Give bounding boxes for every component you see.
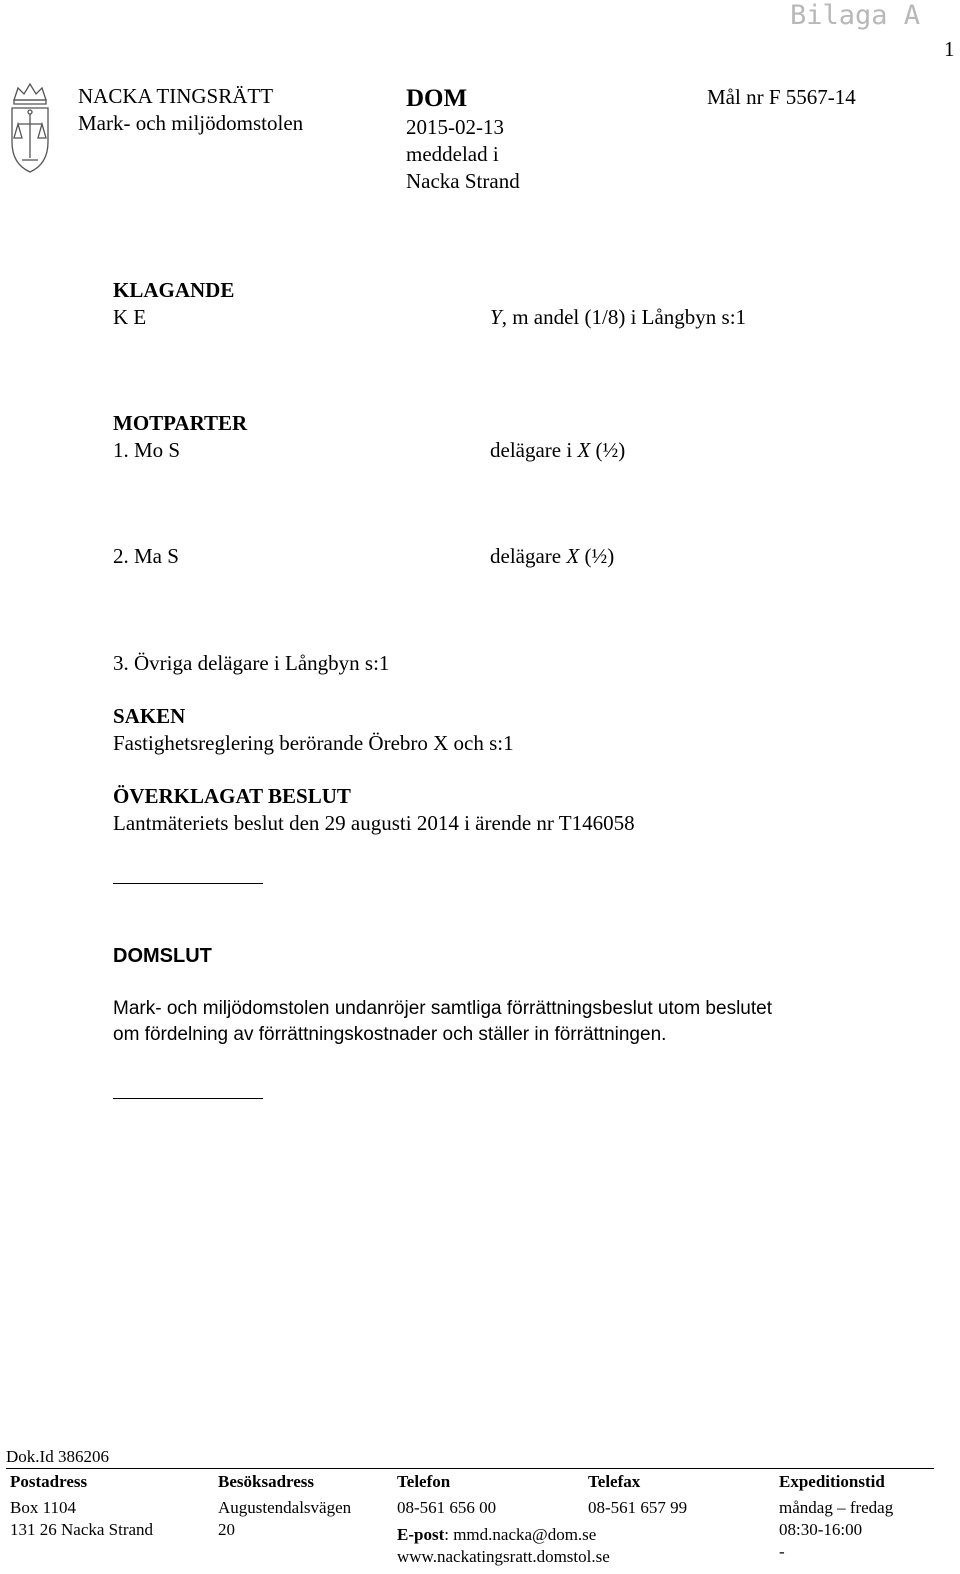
appellant-var: Y: [490, 305, 502, 329]
appellant-detail: [490, 304, 746, 330]
footer-website[interactable]: www.nackatingsratt.domstol.se: [397, 1547, 610, 1566]
ruling-line-2: om fördelning av förrättningskostnader och ställer in förrättningen.: [113, 1024, 667, 1045]
matter-heading: SAKEN: [113, 704, 186, 728]
footer-heading-phone: Telefon: [397, 1472, 451, 1491]
document-type: DOM: [406, 85, 468, 112]
matter-text: Fastighetsreglering berörande Örebro X och s:1: [113, 731, 514, 755]
footer-email: [397, 1524, 596, 1546]
footer-phone-number: 08-561 656 00: [397, 1498, 497, 1517]
footer-postal-line-1: Box 1104: [10, 1498, 76, 1517]
annex-label: Bilaga A: [790, 0, 921, 31]
issued-label: meddelad i: [406, 142, 499, 166]
court-name: NACKA TINGSRÄTT: [78, 84, 274, 108]
court-division: Mark- och miljödomstolen: [78, 111, 304, 135]
footer-postal-line-2: 131 26 Nacka Strand: [10, 1520, 154, 1539]
ruling-line-1: Mark- och miljödomstolen undanröjer samtliga förrättningsbeslut utom beslutet: [113, 998, 772, 1019]
respondent-1-detail: [490, 437, 625, 463]
footer-hours-time: 08:30-16:00: [779, 1520, 863, 1539]
footer-heading-postal: Postadress: [10, 1472, 88, 1491]
page-number: 1: [944, 37, 955, 61]
appealed-decision-text: Lantmäteriets beslut den 29 augusti 2014 i ärende nr T146058: [113, 811, 635, 835]
coat-of-arms-logo: [4, 80, 56, 176]
appellant-heading: KLAGANDE: [113, 278, 235, 302]
footer-email-address[interactable]: : mmd.nacka@dom.se: [444, 1525, 597, 1544]
respondent-1-detail-prefix: delägare i: [490, 438, 578, 462]
footer-visit-line-2: 20: [218, 1520, 235, 1539]
document-date: 2015-02-13: [406, 115, 504, 139]
respondent-2-var: X: [566, 544, 580, 568]
footer-email-label: E-post: [397, 1525, 445, 1544]
footer-heading-visit: Besöksadress: [218, 1472, 315, 1491]
footer-hours-dash: -: [779, 1542, 785, 1561]
respondent-2-detail-prefix: delägare: [490, 544, 567, 568]
respondents-heading: MOTPARTER: [113, 411, 248, 435]
document-id: Dok.Id 386206: [6, 1447, 109, 1466]
footer-hours-days: måndag – fredag: [779, 1498, 894, 1517]
respondent-1-detail-suffix: (½): [590, 438, 626, 462]
respondent-1-name: 1. Mo S: [113, 438, 181, 462]
footer-rule: [6, 1468, 934, 1469]
respondent-2-detail-suffix: (½): [579, 544, 615, 568]
respondent-2-detail: [490, 543, 614, 569]
appellant-name: K E: [113, 305, 147, 329]
respondent-1-var: X: [577, 438, 591, 462]
respondent-2-name: 2. Ma S: [113, 544, 179, 568]
footer-heading-fax: Telefax: [588, 1472, 641, 1491]
ruling-end-divider: [113, 1098, 263, 1099]
footer-fax-number: 08-561 657 99: [588, 1498, 688, 1517]
section-divider: [113, 883, 263, 884]
footer-visit-line-1: Augustendalsvägen: [218, 1498, 352, 1517]
issued-place: Nacka Strand: [406, 169, 520, 193]
ruling-heading: DOMSLUT: [113, 945, 212, 967]
appellant-detail-text: , m andel (1/8) i Långbyn s:1: [501, 305, 747, 329]
respondent-3-name: 3. Övriga delägare i Långbyn s:1: [113, 651, 390, 675]
footer-heading-hours: Expeditionstid: [779, 1472, 885, 1491]
case-number: Mål nr F 5567-14: [707, 85, 856, 109]
appealed-decision-heading: ÖVERKLAGAT BESLUT: [113, 784, 351, 808]
